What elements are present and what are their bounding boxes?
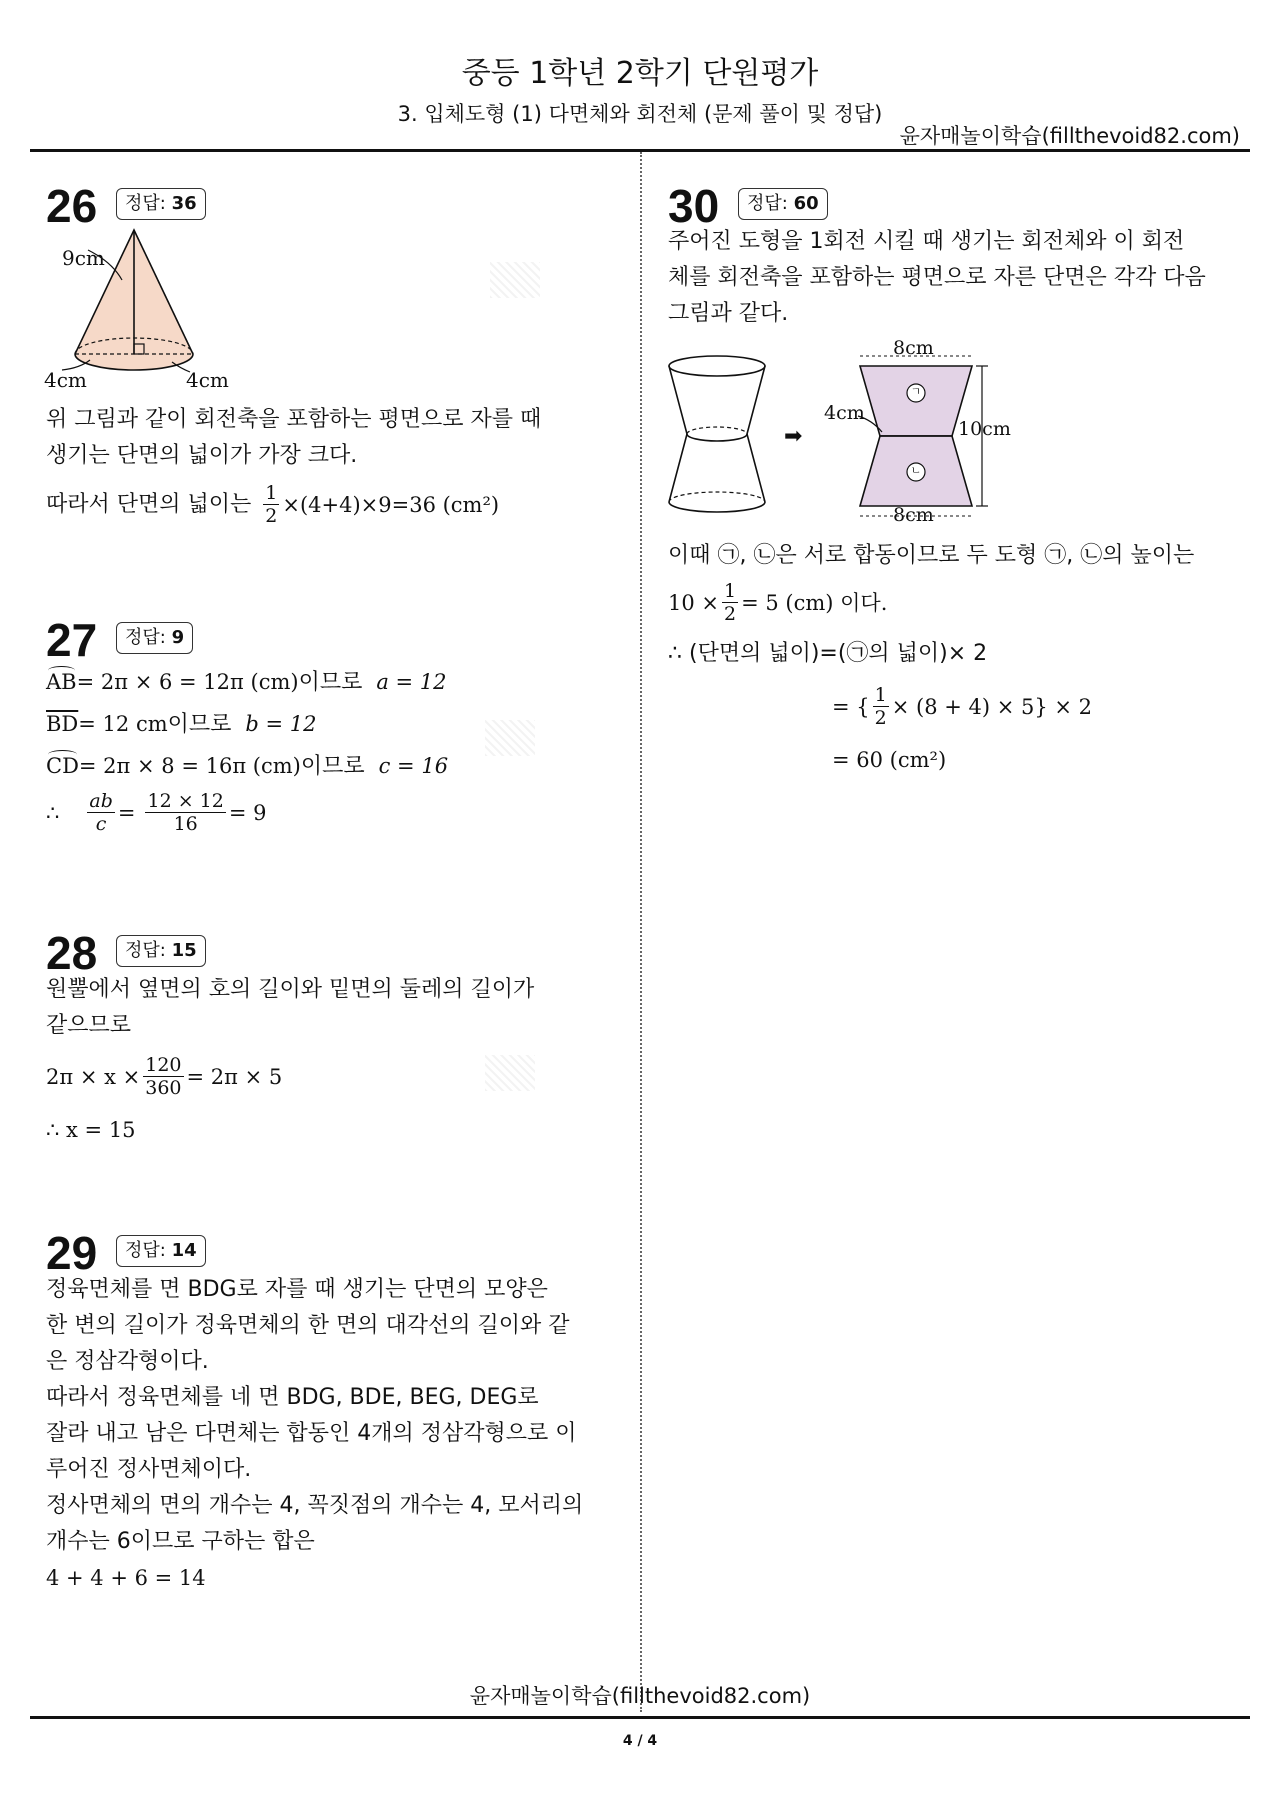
fraction-numerator: 1 xyxy=(265,482,278,504)
arc-ab xyxy=(46,670,77,694)
q27-line-4 xyxy=(46,790,266,835)
answer-label: 정답: xyxy=(747,193,794,214)
q30-line-8: = 60 (cm²) xyxy=(832,748,947,772)
fraction-numerator: ab xyxy=(89,790,113,812)
answer-label: 정답: xyxy=(125,940,172,961)
question-29-answer-badge xyxy=(116,1235,206,1267)
q28-line-2: 같으므로 xyxy=(46,1013,132,1038)
region-a-mark: ㄱ xyxy=(910,385,922,398)
fraction xyxy=(145,790,225,835)
q28-line-1: 원뿔에서 옆면의 호의 길이와 밑면의 둘레의 길이가 xyxy=(46,977,535,1002)
q29-body xyxy=(46,1272,606,1596)
q27-line-4-result: = 9 xyxy=(228,800,267,825)
fraction xyxy=(87,790,115,835)
q27-line-2-result: b = 12 xyxy=(245,712,317,736)
q30-line-7-suffix: × (8 + 4) × 5} × 2 xyxy=(891,694,1093,719)
fraction-denominator: 2 xyxy=(265,505,278,527)
q26-line-3 xyxy=(46,482,499,527)
question-30-answer-badge xyxy=(738,188,828,220)
q27-line-3-expr: = 2π × 8 = 16π (cm) xyxy=(78,754,301,778)
region-b-mark: ㄴ xyxy=(910,464,922,477)
q27-line-1-expr: = 2π × 6 = 12π (cm) xyxy=(76,670,299,694)
q29-line: 잘라 내고 남은 다면체는 합동인 4개의 정삼각형으로 이 xyxy=(46,1421,577,1446)
cone-right-radius-label: 4cm xyxy=(186,368,229,392)
q26-line-3-expr: ×(4+4)×9=36 (cm²) xyxy=(282,492,500,517)
header-brand: 윤자매놀이학습(fillthevoid82.com) xyxy=(899,124,1240,148)
q29-line: 루어진 정사면체이다. xyxy=(46,1457,252,1482)
page-subtitle: 3. 입체도형 (1) 다면체와 회전체 (문제 풀이 및 정답) xyxy=(397,102,883,126)
q26-line-2: 생기는 단면의 넓이가 가장 크다. xyxy=(46,443,358,468)
fraction-denominator: 2 xyxy=(874,707,887,729)
q29-line: 정사면체의 면의 개수는 4, 꼭짓점의 개수는 4, 모서리의 xyxy=(46,1493,584,1518)
section-mid-label: 4cm xyxy=(824,402,865,424)
q29-line: 개수는 6이므로 구하는 합은 xyxy=(46,1529,315,1554)
page-number: 4 / 4 xyxy=(622,1733,658,1749)
fraction-denominator: 2 xyxy=(724,603,737,625)
q27-line-2-expr: = 12 cm xyxy=(78,712,168,736)
q28-line-3-prefix: 2π × x × xyxy=(46,1064,141,1089)
q27-line-3-result: c = 16 xyxy=(378,754,449,778)
q30-line-5-suffix: = 5 (cm) 이다. xyxy=(741,590,888,615)
q28-line-4: ∴ x = 15 xyxy=(46,1118,136,1142)
question-26-answer-badge xyxy=(116,188,206,220)
q30-line-6: ∴ (단면의 넓이)=(㉠의 넓이)× 2 xyxy=(668,641,988,666)
answer-label: 정답: xyxy=(125,193,172,214)
arrow-right-icon: ➡ xyxy=(784,424,803,449)
arc-cd xyxy=(46,754,79,778)
answer-value: 14 xyxy=(171,1240,197,1261)
footer-rule xyxy=(30,1716,1250,1719)
therefore-symbol: ∴ xyxy=(46,800,60,825)
answer-value: 15 xyxy=(171,940,197,961)
cone-height-label: 9cm xyxy=(62,246,105,270)
answer-label: 정답: xyxy=(125,1240,172,1261)
fraction-denominator: 16 xyxy=(173,813,198,835)
q27-line-2-text: 이므로 xyxy=(167,712,232,737)
section-top-label: 8cm xyxy=(893,337,934,359)
column-divider xyxy=(640,152,642,1712)
watermark-mark xyxy=(485,1055,535,1091)
fraction xyxy=(722,580,738,625)
fraction xyxy=(143,1054,183,1099)
q29-line: 한 변의 길이가 정육면체의 한 면의 대각선의 길이와 같 xyxy=(46,1313,570,1338)
question-26-number: 26 xyxy=(46,180,98,232)
q30-line-7-prefix: = { xyxy=(832,694,870,719)
q27-line-3-text: 이므로 xyxy=(300,754,365,779)
hourglass-solid-figure xyxy=(664,350,774,520)
q27-line-2 xyxy=(46,706,317,743)
fraction-denominator: c xyxy=(95,813,107,835)
q30-line-4: 이때 ㉠, ㉡은 서로 합동이므로 두 도형 ㉠, ㉡의 높이는 xyxy=(668,543,1195,568)
fraction-denominator: 360 xyxy=(145,1077,182,1099)
q26-line-3-prefix: 따라서 단면의 넓이는 xyxy=(46,491,252,517)
answer-value: 36 xyxy=(171,193,197,214)
q29-line: 따라서 정육면체를 네 면 BDG, BDE, BEG, DEG로 xyxy=(46,1385,539,1410)
q28-line-3-suffix: = 2π × 5 xyxy=(186,1064,283,1089)
equals-sign: = xyxy=(117,800,136,825)
q29-line: 은 정삼각형이다. xyxy=(46,1349,209,1374)
q30-line-5 xyxy=(668,580,887,625)
question-27-answer-badge xyxy=(116,622,193,654)
question-28-number: 28 xyxy=(46,927,98,979)
q30-line-7 xyxy=(832,684,1092,729)
arc-cd-label: CD xyxy=(46,754,79,778)
q27-line-3 xyxy=(46,748,448,785)
q28-line-3 xyxy=(46,1054,282,1099)
fraction-numerator: 1 xyxy=(874,684,887,706)
cone-left-radius-label: 4cm xyxy=(44,368,87,392)
answer-label: 정답: xyxy=(125,627,172,648)
fraction-numerator: 12 × 12 xyxy=(147,790,224,812)
question-27-number: 27 xyxy=(46,614,98,666)
q27-line-1 xyxy=(46,664,447,701)
watermark-mark xyxy=(485,720,535,756)
fraction xyxy=(873,684,889,729)
fraction-numerator: 120 xyxy=(145,1054,182,1076)
fraction xyxy=(263,482,279,527)
q30-line-1: 주어진 도형을 1회전 시킬 때 생기는 회전체와 이 회전 xyxy=(668,229,1185,254)
watermark-mark xyxy=(490,262,540,298)
question-30-number: 30 xyxy=(668,180,720,232)
footer-brand: 윤자매놀이학습(fillthevoid82.com) xyxy=(469,1684,811,1708)
answer-value: 60 xyxy=(793,193,819,214)
q27-line-1-result: a = 12 xyxy=(376,670,447,694)
arc-ab-label: AB xyxy=(46,670,77,694)
fraction-numerator: 1 xyxy=(724,580,737,602)
q26-line-1: 위 그림과 같이 회전축을 포함하는 평면으로 자를 때 xyxy=(46,407,542,432)
segment-bd-label: $\overline{BD}$ xyxy=(46,712,79,736)
q29-line: 4 + 4 + 6 = 14 xyxy=(46,1566,206,1590)
section-height-label: 10cm xyxy=(958,418,1011,440)
question-28-answer-badge xyxy=(116,935,206,967)
page-title: 중등 1학년 2학기 단원평가 xyxy=(461,56,819,91)
question-29-number: 29 xyxy=(46,1227,98,1279)
q27-line-1-text: 이므로 xyxy=(298,670,363,695)
q29-line: 정육면체를 면 BDG로 자를 때 생기는 단면의 모양은 xyxy=(46,1277,548,1302)
answer-value: 9 xyxy=(171,627,185,648)
q30-line-2: 체를 회전축을 포함하는 평면으로 자른 단면은 각각 다음 xyxy=(668,265,1206,290)
section-bottom-label: 8cm xyxy=(893,504,934,526)
q30-line-3: 그림과 같다. xyxy=(668,301,789,326)
q30-line-5-prefix: 10 × xyxy=(668,590,719,615)
